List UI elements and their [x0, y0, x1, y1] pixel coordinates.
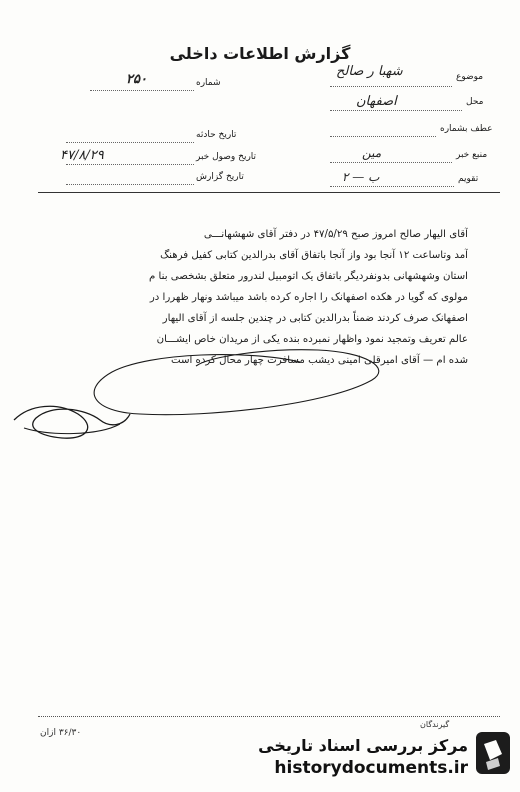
reference-label: عطف بشماره — [440, 124, 493, 134]
subject-value: شهبا ر صالح — [336, 64, 403, 79]
watermark-url: historydocuments.ir — [274, 758, 468, 778]
archive-logo-icon — [474, 730, 514, 778]
location-label: محل — [466, 97, 484, 107]
receipt-date-label: تاریخ وصول خبر — [196, 152, 257, 162]
document-title: گزارش اطلاعات داخلی — [169, 44, 351, 63]
body-line: عالم تعریف وتمجید نمود واظهار نمبرده بنده یکی از مریدان خاص ایشـــان — [156, 334, 468, 345]
watermark-title: مرکز بررسی اسناد تاریخی — [258, 736, 468, 755]
receipt-date-value: ۴۷/۸/۲۹ — [60, 148, 104, 163]
form-code: ۳۶/۳۰ ازان — [40, 728, 82, 738]
location-value: اصفهان — [356, 94, 397, 109]
body-line: اصفهانک صرف کردند ضمناً بدرالدین کتابی در چندین جلسه از آقای الیهار — [162, 313, 468, 324]
body-line: آمد وتاساعت ۱۲ آنجا بود واز آنجا باتفاق آقای بدرالدین کتابی کفیل فرهنگ — [160, 250, 468, 261]
incident-date-label: تاریخ حادثه — [196, 130, 237, 140]
body-line: آقای الیهار صالح امروز صبح ۴۷/۵/۲۹ در دفتر آقای شهشهانـــی — [203, 229, 468, 240]
circle-scribble — [94, 350, 379, 415]
source-label: منبع خبر — [456, 150, 488, 160]
subject-label: موضوع — [456, 72, 484, 82]
body-line: مولوی که گویا در هکده اصفهانک را اجاره کرده باشد میباشد ونهار ظهررا در — [149, 292, 468, 303]
body-line: استان وشهشهانی بدونفردیگر باتفاق یک اتومبیل لندرور متعلق بشخصی بنا م — [149, 271, 468, 282]
evaluation-value: ب — ۲ — [342, 170, 380, 184]
footer-divider — [38, 716, 500, 717]
number-label: شماره — [196, 78, 221, 88]
number-value: ۲۵۰ — [126, 72, 147, 87]
distribution-label: گیرندگان — [420, 720, 450, 729]
evaluation-label: تقویم — [458, 174, 479, 184]
body-line: شده ام — آقای امیرقلی امینی دیشب مسافرت چهار محال کرده است — [170, 355, 468, 366]
report-date-label: تاریخ گزارش — [196, 172, 244, 182]
source-value: مین — [362, 146, 382, 160]
